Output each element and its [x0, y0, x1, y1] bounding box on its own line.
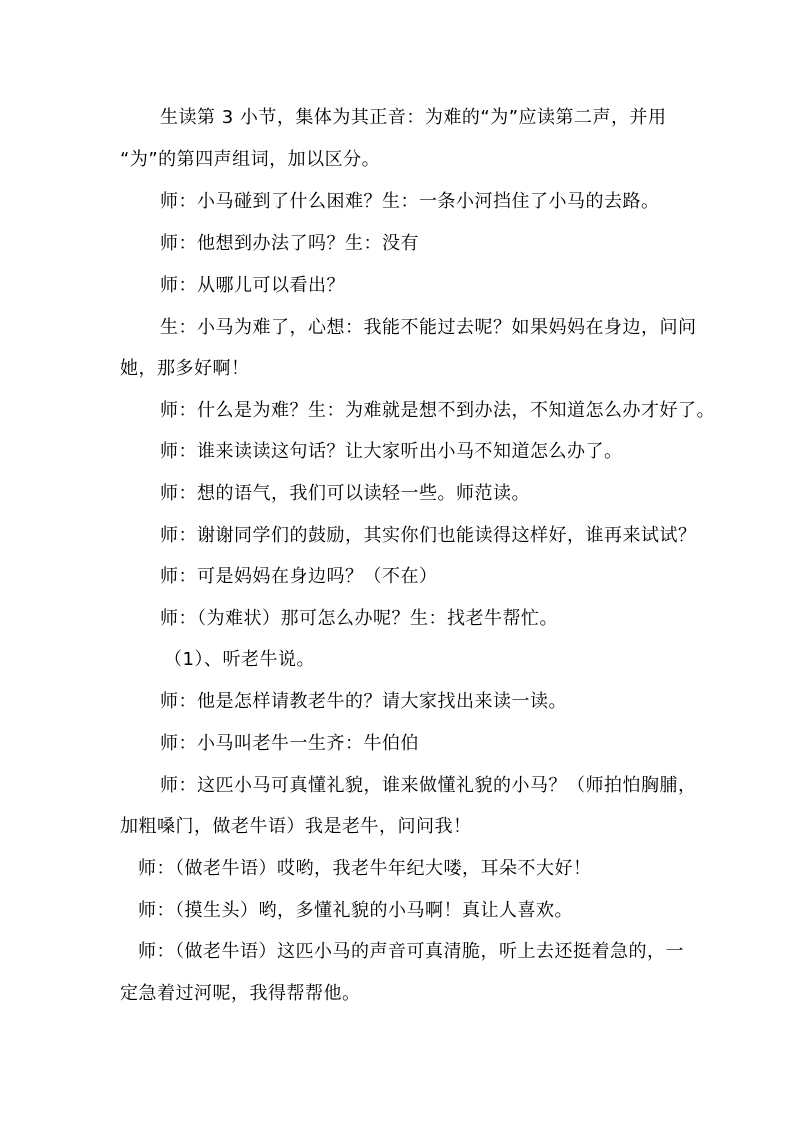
text-line-18: 加粗嗓门，做老牛语）我是老牛，问问我！: [120, 816, 472, 837]
text-line-20: 师：（摸生头）哟，多懂礼貌的小马啊！真让人喜欢。: [138, 900, 573, 921]
text-line-1: 生读第 3 小节，集体为其正音：为难的“为”应读第二声，并用: [160, 107, 667, 128]
text-line-19: 师：（做老牛语）哎哟，我老牛年纪大喽，耳朵不大好！: [138, 858, 592, 879]
text-line-9: 师：谁来读读这句话？让大家听出小马不知道怎么办了。: [160, 441, 623, 462]
text-line-14: （1）、听老牛说。: [164, 649, 315, 670]
text-line-8: 师：什么是为难？生：为难就是想不到办法，不知道怎么办才好了。: [160, 400, 715, 421]
text-line-3: 师：小马碰到了什么困难？生：一条小河挡住了小马的去路。: [160, 191, 660, 212]
text-line-2: “为”的第四声组词，加以区分。: [120, 149, 381, 170]
text-line-11: 师：谢谢同学们的鼓励，其实你们也能读得这样好，谁再来试试？: [160, 525, 697, 546]
text-line-15: 师：他是怎样请教老牛的？请大家找出来读一读。: [160, 691, 567, 712]
text-line-7: 她，那多好啊！: [120, 358, 250, 379]
text-line-13: 师：（为难状）那可怎么办呢？生：找老牛帮忙。: [160, 608, 558, 629]
text-line-10: 师：想的语气，我们可以读轻一些。师范读。: [160, 483, 530, 504]
text-line-6: 生：小马为难了，心想：我能不能过去呢？如果妈妈在身边，问问: [160, 317, 697, 338]
text-line-22: 定急着过河呢，我得帮帮他。: [120, 983, 361, 1004]
text-line-12: 师：可是妈妈在身边吗？（不在）: [160, 566, 438, 587]
text-line-5: 师：从哪儿可以看出？: [160, 275, 345, 296]
text-line-21: 师：（做老牛语）这匹小马的声音可真清脆，听上去还挺着急的，一: [138, 941, 684, 962]
text-line-16: 师：小马叫老牛一生齐：牛伯伯: [160, 733, 419, 754]
text-line-17: 师：这匹小马可真懂礼貌，谁来做懂礼貌的小马？（师拍怕胸脯，: [160, 775, 697, 796]
text-line-4: 师：他想到办法了吗？生：没有: [160, 233, 419, 254]
